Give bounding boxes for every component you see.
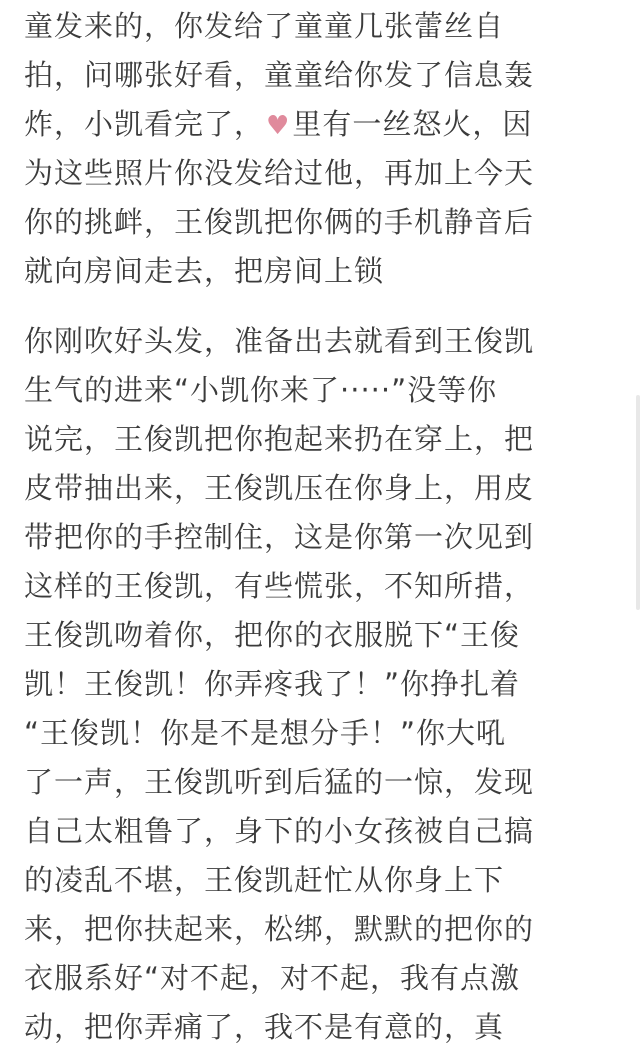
scrollbar[interactable] [636,395,640,610]
paragraph-2-line-7: 王俊凯吻着你，把你的衣服脱下“王俊 [24,618,521,652]
paragraph-2-line-2: 生气的进来“小凯你来了·····”没等你 [24,373,498,407]
paragraph-1-line-4: 为这些照片你没发给过他，再加上今天 [24,156,535,190]
paragraph-1-line-5: 你的挑衅，王俊凯把你俩的手机静音后 [24,205,535,239]
paragraph-1-line-6: 就向房间走去，把房间上锁 [24,254,385,288]
paragraph-1-line-1: 童发来的，你发给了童童几张蕾丝自 [24,9,505,43]
paragraph-1 [24,2,614,296]
paragraph-2-line-9: “王俊凯！你是不是想分手！”你大吼 [24,716,507,750]
paragraph-1-line-3-end: 里有一丝怒火，因 [292,107,533,141]
paragraph-2-line-3: 说完，王俊凯把你抱起来扔在穿上，把 [24,422,535,456]
paragraph-2-line-8: 凯！王俊凯！你弄疼我了！”你挣扎着 [24,667,521,701]
heart-icon: ♥ [266,111,291,141]
paragraph-2-line-12: 的凌乱不堪，王俊凯赶忙从你身上下 [24,863,505,897]
paragraph-2-line-10: 了一声，王俊凯听到后猛的一惊，发现 [24,765,535,799]
paragraph-2 [24,317,614,1052]
paragraph-2-line-4: 皮带抽出来，王俊凯压在你身上，用皮 [24,471,535,505]
paragraph-2-line-11: 自己太粗鲁了，身下的小女孩被自己搞 [24,814,535,848]
paragraph-2-line-1: 你刚吹好头发，准备出去就看到王俊凯 [24,324,535,358]
paragraph-2-line-14: 衣服系好“对不起，对不起，我有点激 [24,961,521,995]
paragraph-2-line-15: 动，把你弄痛了，我不是有意的，真 [24,1010,505,1044]
paragraph-1-line-2: 拍，问哪张好看，童童给你发了信息轰 [24,58,535,92]
paragraph-2-line-5: 带把你的手控制住，这是你第一次见到 [24,520,535,554]
paragraph-2-line-13: 来，把你扶起来，松绑，默默的把你的 [24,912,535,946]
paragraph-1-line-3-start: 炸，小凯看完了， [24,107,265,141]
paragraph-1-line-3 [24,100,614,149]
paragraph-2-line-6: 这样的王俊凯，有些慌张，不知所措， [24,569,535,603]
